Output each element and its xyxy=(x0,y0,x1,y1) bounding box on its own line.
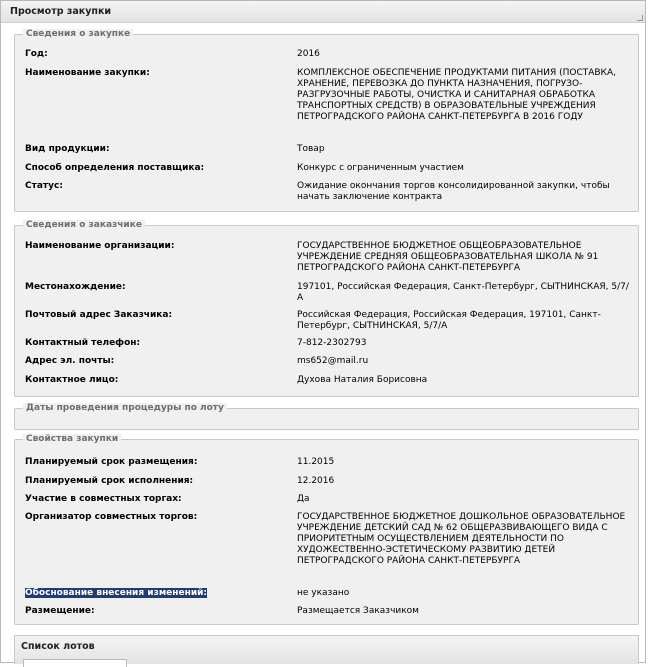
label-change-reason: Обоснование внесения изменений: xyxy=(25,588,208,598)
value-joint-tenders: Да xyxy=(297,494,310,504)
value-phone: 7-812-2302793 xyxy=(297,338,367,348)
label-status: Статус: xyxy=(25,181,63,191)
label-planned-placement: Планируемый срок размещения: xyxy=(25,457,198,467)
customer-info-section xyxy=(14,220,639,397)
lot-dates-legend: Даты проведения процедуры по лоту xyxy=(23,403,227,414)
label-phone: Контактный телефон: xyxy=(25,338,141,348)
label-joint-organizer: Организатор совместных торгов: xyxy=(25,512,198,522)
value-postal-address: Российская Федерация, Российская Федерация, 197101, Санкт-Петербург, СЫТНИНСКАЯ, 5/7/А xyxy=(297,310,601,331)
value-email: ms652@mail.ru xyxy=(297,356,369,366)
lots-title: Список лотов xyxy=(21,641,95,652)
value-status: Ожидание окончания торгов консолидированной закупки, чтобы начать заключение контракта xyxy=(297,181,610,202)
label-org-name: Наименование организации: xyxy=(25,241,175,251)
value-org-name: ГОСУДАРСТВЕННОЕ БЮДЖЕТНОЕ ОБЩЕОБРАЗОВАТЕЛЬНОЕ УЧРЕЖДЕНИЕ СРЕДНЯЯ ОБЩЕОБРАЗОВАТЕЛЬНАЯ ШКОЛА № 91 ПЕТРОГРАДСКОГО РАЙОНА САНКТ-ПЕТЕРБУРГА xyxy=(297,241,599,273)
label-email: Адрес эл. почты: xyxy=(25,356,115,366)
label-product-type: Вид продукции: xyxy=(25,144,110,154)
label-purchase-name: Наименование закупки: xyxy=(25,68,150,78)
value-planned-placement: 11.2015 xyxy=(297,457,335,467)
lots-tab[interactable] xyxy=(23,659,127,667)
label-location: Местонахождение: xyxy=(25,282,126,292)
label-planned-execution: Планируемый срок исполнения: xyxy=(25,476,194,486)
resize-corner-icon[interactable] xyxy=(637,15,643,21)
lot-dates-section xyxy=(14,403,639,430)
label-year: Год: xyxy=(25,49,48,59)
value-location: 197101, Российская Федерация, Санкт-Петербург, СЫТНИНСКАЯ, 5/7/А xyxy=(297,282,629,303)
value-planned-execution: 12.2016 xyxy=(297,476,335,486)
value-contact-person: Духова Наталия Борисовна xyxy=(297,375,428,385)
purchase-info-section xyxy=(14,29,639,212)
value-supplier-method: Конкурс с ограниченным участием xyxy=(297,163,464,173)
label-joint-tenders: Участие в совместных торгах: xyxy=(25,494,182,504)
value-purchase-name: КОМПЛЕКСНОЕ ОБЕСПЕЧЕНИЕ ПРОДУКТАМИ ПИТАНИЯ (ПОСТАВКА, ХРАНЕНИЕ, ПЕРЕВОЗКА ДО ПУНКТА НАЗНАЧЕНИЯ, ПОГРУЗО-РАЗГРУЗОЧНЫЕ РАБОТЫ, ОЧИСТКА И САНИТАРНАЯ ОБРАБОТКА ТРАНСПОРТНЫХ СРЕДСТВ) В ОБРАЗОВАТЕЛЬНЫЕ УЧРЕЖДЕНИЯ ПЕТРОГРАДСКОГО РАЙОНА САНКТ-ПЕТЕРБУРГА В 2016 ГОДУ xyxy=(297,68,616,122)
value-placement: Размещается Заказчиком xyxy=(297,606,419,616)
purchase-properties-section xyxy=(14,434,639,625)
label-supplier-method: Способ определения поставщика: xyxy=(25,163,205,173)
purchase-info-legend: Сведения о закупке xyxy=(23,29,133,40)
customer-info-legend: Сведения о заказчике xyxy=(23,220,145,231)
value-change-reason: не указано xyxy=(297,588,350,598)
label-placement: Размещение: xyxy=(25,606,95,616)
window-title: Просмотр закупки xyxy=(1,1,645,23)
value-product-type: Товар xyxy=(297,144,325,154)
value-joint-organizer: ГОСУДАРСТВЕННОЕ БЮДЖЕТНОЕ ДОШКОЛЬНОЕ ОБРАЗОВАТЕЛЬНОЕ УЧРЕЖДЕНИЕ ДЕТСКИЙ САД № 62 ОБЩЕРАЗВИВАЮЩЕГО ВИДА С ПРИОРИТЕТНЫМ ОСУЩЕСТВЛЕНИЕМ ДЕЯТЕЛЬНОСТИ ПО ХУДОЖЕСТВЕННО-ЭСТЕТИЧЕСКОМУ РАЗВИТИЮ ДЕТЕЙ ПЕТРОГРАДСКОГО РАЙОНА САНКТ-ПЕТЕРБУРГА xyxy=(297,512,626,566)
value-year: 2016 xyxy=(297,49,320,59)
lots-panel xyxy=(14,635,639,664)
label-contact-person: Контактное лицо: xyxy=(25,375,119,385)
label-postal-address: Почтовый адрес Заказчика: xyxy=(25,310,173,320)
purchase-properties-legend: Свойства закупки xyxy=(23,434,121,445)
